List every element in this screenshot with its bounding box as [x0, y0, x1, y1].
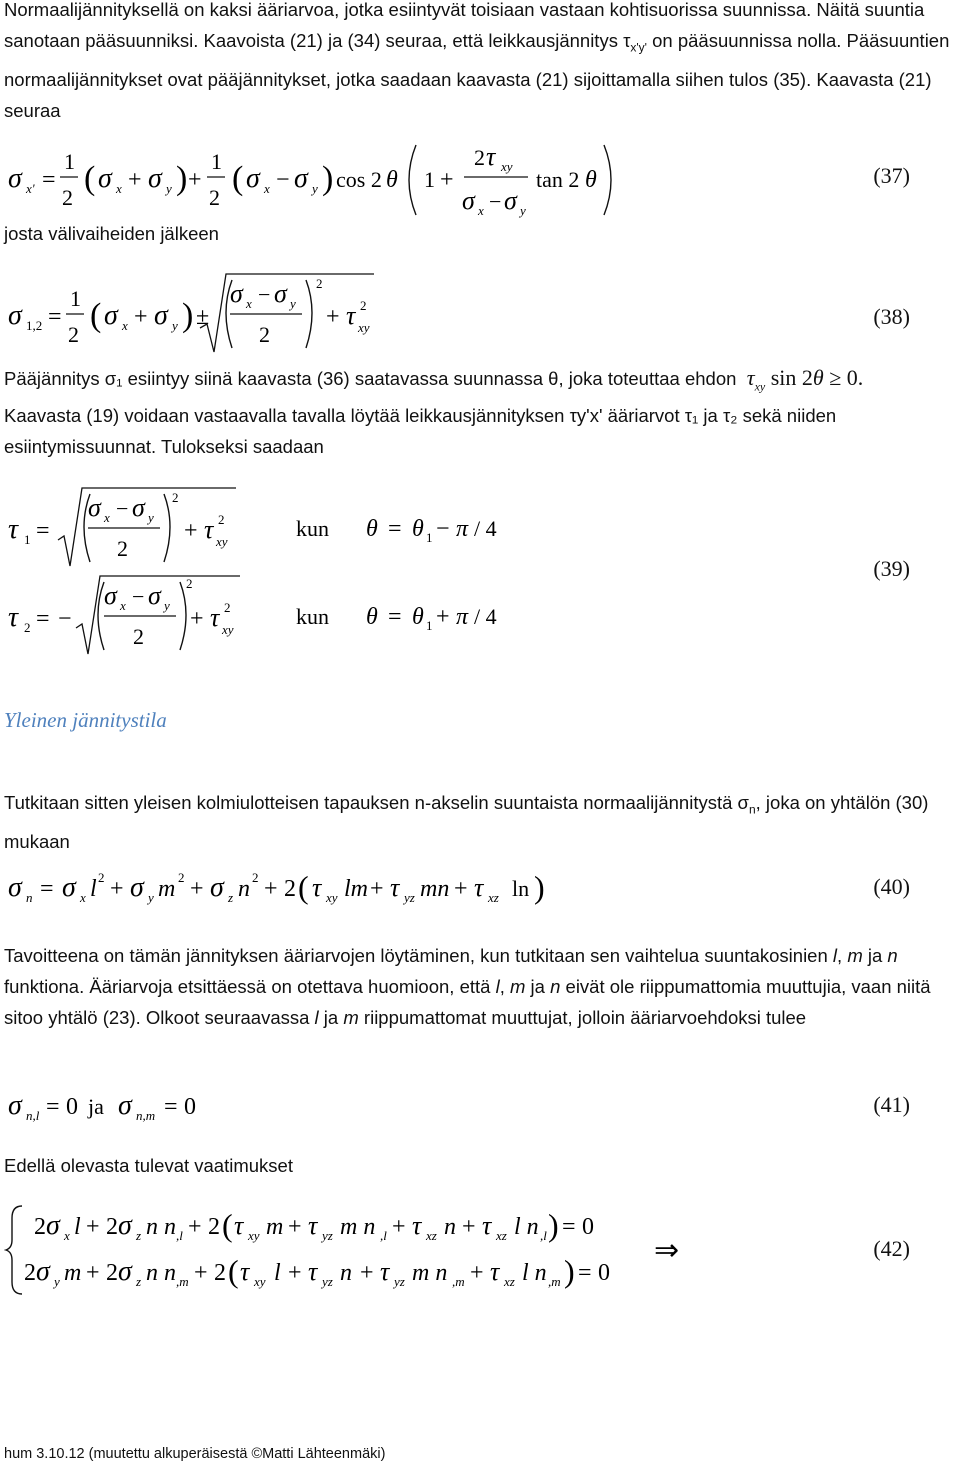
svg-text:θ: θ — [412, 516, 424, 542]
svg-text:2: 2 — [62, 185, 73, 210]
svg-text:±: ± — [196, 304, 210, 330]
svg-text:=: = — [388, 604, 402, 630]
svg-text:2: 2 — [259, 322, 270, 347]
svg-text:+: + — [288, 1214, 302, 1240]
svg-text:y: y — [148, 510, 154, 525]
svg-text:(: ( — [228, 1253, 239, 1289]
svg-text:2: 2 — [360, 298, 367, 313]
equation-40 — [4, 862, 960, 912]
svg-text:y: y — [520, 203, 526, 218]
svg-text:θ: θ — [366, 604, 378, 630]
svg-text:x: x — [478, 203, 484, 218]
svg-text:−: − — [132, 584, 145, 609]
svg-text:y: y — [148, 890, 154, 905]
svg-text:1: 1 — [426, 530, 433, 545]
equation-number: (40) — [873, 874, 910, 899]
svg-text:,m: ,m — [452, 1274, 465, 1289]
svg-text:+: + — [360, 1260, 374, 1286]
requirements-paragraph: Edellä olevasta tulevat vaatimukset — [4, 1155, 293, 1176]
svg-text:n: n — [444, 1214, 456, 1240]
svg-text:+: + — [190, 876, 204, 902]
svg-text:n: n — [340, 1260, 352, 1286]
svg-text:n,l: n,l — [26, 1108, 40, 1123]
svg-text:=: = — [36, 606, 50, 632]
svg-text:2: 2 — [224, 600, 231, 615]
svg-text:ln: ln — [512, 876, 530, 901]
svg-text:z: z — [136, 1228, 142, 1243]
svg-text:2: 2 — [34, 1214, 46, 1240]
svg-text:=: = — [40, 876, 54, 902]
principal-stress-text: Pääjännitys σ₁ esiintyy siinä kaavasta (36) saatavassa suunnassa θ, joka toteuttaa ehdon — [4, 368, 737, 389]
svg-text:y: y — [166, 181, 172, 196]
svg-text:l: l — [274, 1260, 281, 1286]
svg-text:l n: l n — [514, 1214, 539, 1240]
svg-text:θ: θ — [366, 516, 378, 542]
svg-text:n: n — [238, 876, 250, 902]
svg-text:,l: ,l — [380, 1228, 387, 1243]
svg-text:2: 2 — [252, 870, 259, 885]
svg-text:σ: σ — [210, 872, 224, 903]
svg-text:xy: xy — [222, 622, 234, 637]
svg-text:0: 0 — [66, 1094, 78, 1120]
svg-text:x: x — [246, 296, 252, 311]
svg-text:lm: lm — [344, 876, 368, 902]
svg-text:2: 2 — [98, 870, 105, 885]
svg-text:y: y — [290, 296, 296, 311]
svg-text:y: y — [312, 181, 318, 196]
svg-text:/ 4: / 4 — [474, 604, 497, 629]
equation-number: (39) — [873, 556, 910, 581]
svg-text:σ: σ — [154, 300, 168, 331]
svg-text:m n: m n — [412, 1260, 448, 1286]
svg-text:x: x — [116, 181, 122, 196]
svg-text:σ: σ — [118, 1090, 132, 1121]
svg-text:x: x — [264, 181, 270, 196]
svg-text:σ: σ — [274, 279, 287, 308]
intro-paragraph: Normaalijännityksellä on kaksi ääriarvoa, jotka esiintyvät toisiaan vastaan kohtisuorissa suunnissa. Näitä suuntia sanotaan pääsuunniksi. Kaavoista (21) ja (34) seuraa, että leikkausjännitys $\tau_{x'y'}$ on pääsuunnissa nolla. Pääsuuntien normaalijännitykset ovat pääjännitykset, jotka saadaan kaavasta (21) sijoittamalla siihen tulos (35). Kaavasta (21) seuraa — [4, 0, 950, 121]
svg-text:xy: xy — [248, 1228, 260, 1243]
svg-text:σ: σ — [104, 581, 117, 610]
svg-text:y: y — [172, 318, 178, 333]
svg-text:m: m — [64, 1260, 82, 1286]
svg-text:τ: τ — [380, 1257, 390, 1286]
svg-text:,l: ,l — [540, 1228, 547, 1243]
svg-text:0: 0 — [582, 1214, 594, 1240]
svg-text:m n: m n — [340, 1214, 376, 1240]
equation-number: (41) — [873, 1092, 910, 1117]
svg-text:n: n — [26, 890, 33, 905]
svg-text:+: + — [392, 1214, 406, 1240]
svg-text:1: 1 — [64, 149, 75, 174]
svg-text:m: m — [266, 1214, 284, 1240]
svg-text:+: + — [370, 876, 384, 902]
equation-41 — [4, 1084, 960, 1128]
equation-number: (37) — [873, 163, 910, 188]
svg-text:2: 2 — [133, 624, 144, 649]
svg-text:): ) — [564, 1253, 575, 1289]
svg-text:σ: σ — [98, 163, 112, 194]
svg-text:+: + — [188, 1214, 202, 1240]
svg-text:yz: yz — [322, 1274, 333, 1289]
svg-text:+: + — [194, 1260, 208, 1286]
svg-text:σ: σ — [8, 1090, 22, 1121]
svg-text:τ: τ — [210, 603, 220, 632]
svg-text:τ: τ — [412, 1211, 422, 1240]
svg-text:2: 2 — [316, 276, 323, 291]
svg-text:x: x — [104, 510, 110, 525]
svg-text:=: = — [164, 1094, 178, 1120]
svg-text:+: + — [470, 1260, 484, 1286]
general-stress-paragraph: Tutkitaan sitten yleisen kolmiulotteisen tapauksen n-akselin suuntaista normaalijännitystä $\sigma_n$, joka on yhtälön (30) mukaan — [4, 792, 929, 852]
equation-number: (38) — [873, 304, 910, 329]
svg-text:n n: n n — [146, 1214, 176, 1240]
svg-text:(: ( — [298, 869, 309, 905]
svg-text:cos 2: cos 2 — [336, 167, 382, 192]
svg-text:σ: σ — [118, 1256, 132, 1287]
svg-text:): ) — [322, 160, 334, 197]
svg-text:mn: mn — [420, 876, 450, 902]
svg-text:θ: θ — [412, 604, 424, 630]
svg-text:n n: n n — [146, 1260, 176, 1286]
svg-text:σ: σ — [504, 186, 517, 215]
footer-credit: hum 3.10.12 (muutettu alkuperäisestä ©Matti Lähteenmäki) — [4, 1446, 386, 1462]
svg-text:,m: ,m — [176, 1274, 189, 1289]
svg-text:θ: θ — [386, 167, 398, 193]
svg-text:2: 2 — [68, 322, 79, 347]
svg-text:2: 2 — [117, 536, 128, 561]
svg-text:+: + — [86, 1214, 100, 1240]
svg-text:2: 2 — [106, 1260, 118, 1286]
svg-text:=: = — [36, 518, 50, 544]
svg-text:=: = — [388, 516, 402, 542]
svg-text:σ: σ — [230, 279, 243, 308]
svg-text:σ: σ — [148, 581, 161, 610]
svg-text:tan 2: tan 2 — [536, 167, 580, 192]
svg-text:,l: ,l — [176, 1228, 183, 1243]
svg-text:0: 0 — [184, 1094, 196, 1120]
svg-text:+: + — [86, 1260, 100, 1286]
svg-text:+: + — [184, 518, 198, 544]
svg-text:xz: xz — [504, 1274, 515, 1289]
svg-text:1: 1 — [70, 286, 81, 311]
svg-text:σ: σ — [118, 1210, 132, 1241]
svg-text:τ: τ — [390, 873, 400, 902]
svg-text:): ) — [182, 297, 194, 334]
svg-text:2: 2 — [186, 576, 193, 591]
equation-38 — [4, 268, 960, 358]
ja-label: ja — [88, 1094, 104, 1119]
svg-text:τ: τ — [234, 1211, 244, 1240]
svg-text:2: 2 — [106, 1214, 118, 1240]
svg-text:σ: σ — [62, 872, 76, 903]
svg-text:z: z — [136, 1274, 142, 1289]
svg-text:=: = — [42, 167, 56, 193]
svg-text:τ: τ — [8, 602, 19, 633]
svg-text:+: + — [190, 606, 204, 632]
svg-text:,m: ,m — [548, 1274, 561, 1289]
equation-42 — [4, 1200, 960, 1300]
svg-text:τ: τ — [490, 1257, 500, 1286]
svg-text:2: 2 — [208, 1214, 220, 1240]
svg-text:τ: τ — [240, 1257, 250, 1286]
svg-text:=: = — [578, 1260, 592, 1286]
svg-text:(: ( — [232, 160, 244, 197]
svg-text:σ: σ — [132, 493, 145, 522]
svg-text:σ: σ — [8, 163, 22, 194]
svg-text:xy: xy — [254, 1274, 266, 1289]
svg-text:+: + — [462, 1214, 476, 1240]
svg-text:yz: yz — [394, 1274, 405, 1289]
svg-text:π: π — [456, 516, 469, 542]
svg-text:−: − — [116, 496, 129, 521]
svg-text:⇒: ⇒ — [654, 1234, 680, 1267]
svg-text:): ) — [176, 160, 188, 197]
equation-39 — [4, 482, 960, 662]
svg-text:0: 0 — [598, 1260, 610, 1286]
svg-text:1: 1 — [211, 149, 222, 174]
svg-text:x': x' — [26, 181, 35, 196]
svg-text:σ: σ — [246, 163, 260, 194]
svg-text:τ: τ — [312, 873, 322, 902]
shear-extreme-paragraph: Kaavasta (19) voidaan vastaavalla tavalla löytää leikkausjännityksen τy'x' ääriarvot τ₁ ja τ₂ sekä niiden esiintymissuunnat. Tulokseksi saadaan — [4, 405, 837, 457]
svg-text:=: = — [46, 1094, 60, 1120]
svg-text:1: 1 — [24, 532, 31, 547]
svg-text:+: + — [288, 1260, 302, 1286]
svg-text:τ: τ — [486, 142, 496, 171]
svg-text:2: 2 — [209, 185, 220, 210]
svg-text:+: + — [110, 876, 124, 902]
svg-text:xy: xy — [501, 159, 513, 174]
svg-text:): ) — [534, 869, 545, 905]
svg-text:l: l — [90, 876, 97, 902]
svg-text:2: 2 — [474, 145, 485, 170]
svg-text:τ: τ — [308, 1211, 318, 1240]
svg-text:2: 2 — [214, 1260, 226, 1286]
svg-text:x: x — [122, 318, 128, 333]
svg-text:2: 2 — [178, 870, 185, 885]
svg-text:x: x — [120, 598, 126, 613]
svg-text:+: + — [436, 604, 450, 630]
svg-text:n,m: n,m — [136, 1108, 156, 1123]
svg-text:yz: yz — [404, 890, 415, 905]
svg-text:(: ( — [90, 297, 102, 334]
svg-text:xy: xy — [358, 320, 370, 335]
svg-text:x: x — [80, 890, 86, 905]
svg-text:σ: σ — [8, 300, 22, 331]
svg-text:σ: σ — [36, 1256, 50, 1287]
svg-text:2: 2 — [218, 512, 225, 527]
svg-text:x: x — [64, 1228, 70, 1243]
svg-text:+: + — [128, 167, 142, 193]
svg-text:θ: θ — [585, 167, 597, 193]
svg-text:1,2: 1,2 — [26, 318, 43, 333]
svg-text:σ: σ — [148, 163, 162, 194]
svg-text:=: = — [562, 1214, 576, 1240]
svg-text:yz: yz — [322, 1228, 333, 1243]
svg-text:+: + — [326, 304, 340, 330]
svg-text:xy: xy — [326, 890, 338, 905]
equation-37 — [4, 135, 960, 225]
svg-text:y: y — [164, 598, 170, 613]
svg-text:y: y — [54, 1274, 60, 1289]
svg-text:+: + — [134, 304, 148, 330]
svg-text:σ: σ — [294, 163, 308, 194]
intermediate-paragraph: josta välivaiheiden jälkeen — [4, 223, 219, 244]
extreme-values-paragraph: Tavoitteena on tämän jännityksen ääriarvojen löytäminen, kun tutkitaan sen vaihtelua suuntakosinien l, m ja n funktiona. Ääriarvoja etsittäessä on otettava huomioon, että l, m ja n eivät ole riippumattomia muuttujia, vaan niitä sitoo yhtälö (23). Olkoot seuraavassa l ja m riippumattomat muuttujat, jolloin ääriarvoehdoksi tulee — [4, 945, 931, 1028]
svg-text:z: z — [228, 890, 234, 905]
svg-text:τ: τ — [8, 514, 19, 545]
svg-text:σ: σ — [8, 872, 22, 903]
svg-text:xz: xz — [426, 1228, 437, 1243]
svg-text:+: + — [440, 167, 454, 193]
svg-text:−: − — [436, 516, 450, 542]
svg-text:σ: σ — [462, 186, 475, 215]
svg-text:1: 1 — [424, 167, 435, 192]
equation-number: (42) — [873, 1236, 910, 1261]
svg-text:τ: τ — [308, 1257, 318, 1286]
section-heading: Yleinen jännitystila — [4, 708, 167, 732]
svg-text:2: 2 — [24, 1260, 36, 1286]
svg-text:σ: σ — [104, 300, 118, 331]
svg-text:+: + — [264, 876, 278, 902]
svg-text:τ: τ — [474, 873, 484, 902]
svg-text:): ) — [548, 1207, 559, 1243]
svg-text:/ 4: / 4 — [474, 516, 497, 541]
svg-text:m: m — [158, 876, 176, 902]
svg-text:−: − — [258, 282, 271, 307]
kun-label: kun — [296, 516, 329, 541]
svg-text:(: ( — [222, 1207, 233, 1243]
kun-label: kun — [296, 604, 329, 629]
svg-text:π: π — [456, 604, 469, 630]
svg-text:2: 2 — [24, 620, 31, 635]
condition-inline-math: $\tau_{xy}$ sin 2θ ≥ 0. — [746, 365, 864, 394]
svg-text:−: − — [489, 189, 502, 214]
principal-stress-paragraph — [4, 362, 958, 402]
svg-text:σ: σ — [130, 872, 144, 903]
svg-text:τ: τ — [204, 515, 214, 544]
svg-text:l n: l n — [522, 1260, 547, 1286]
svg-text:+: + — [454, 876, 468, 902]
svg-text:xz: xz — [488, 890, 499, 905]
svg-text:xz: xz — [496, 1228, 507, 1243]
svg-text:1: 1 — [426, 618, 433, 633]
svg-text:l: l — [74, 1214, 81, 1240]
svg-text:xy: xy — [216, 534, 228, 549]
svg-text:=: = — [48, 304, 62, 330]
svg-text:σ: σ — [88, 493, 101, 522]
svg-text:+: + — [188, 167, 202, 193]
svg-text:2: 2 — [284, 876, 296, 902]
svg-text:τ: τ — [346, 301, 356, 330]
svg-text:−: − — [276, 167, 290, 193]
svg-text:τ: τ — [482, 1211, 492, 1240]
svg-text:(: ( — [84, 160, 96, 197]
svg-text:2: 2 — [172, 490, 179, 505]
svg-text:σ: σ — [46, 1210, 60, 1241]
svg-text:−: − — [58, 606, 72, 632]
